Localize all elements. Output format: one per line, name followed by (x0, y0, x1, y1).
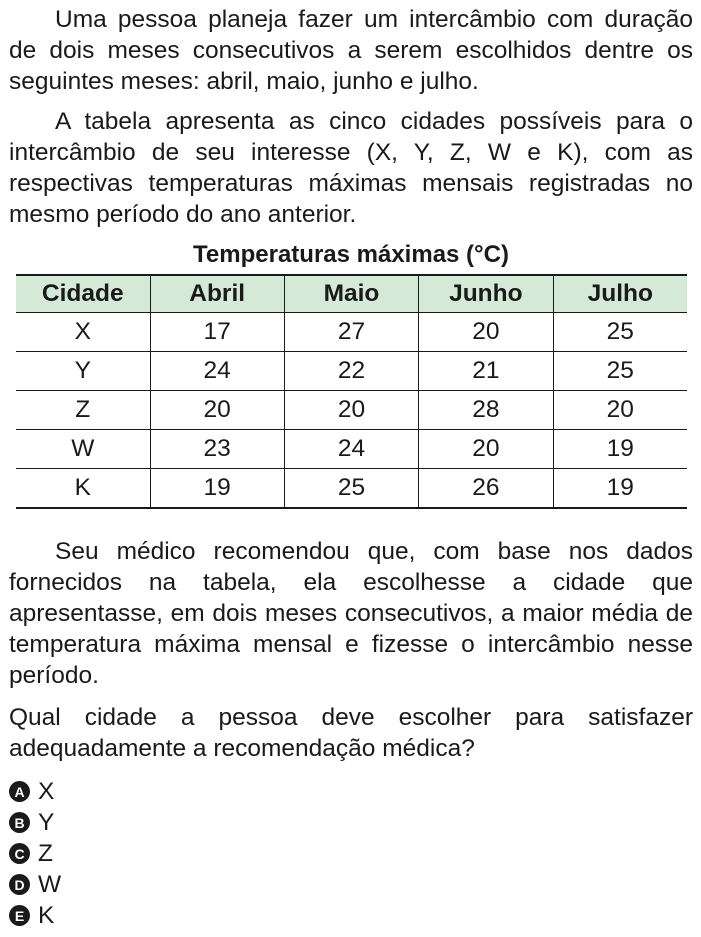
answer-option-c[interactable] (9, 838, 693, 869)
temperature-table (16, 274, 687, 509)
table-cell: X (16, 313, 150, 352)
table-cell: K (16, 469, 150, 509)
table-cell: 19 (553, 469, 687, 509)
table-cell: 25 (553, 313, 687, 352)
answer-option-a[interactable] (9, 776, 693, 807)
option-letter-badge: B (9, 812, 30, 833)
table-cell: 20 (150, 391, 284, 430)
table-title: Temperaturas máximas (°C) (193, 241, 509, 268)
table-cell: 22 (284, 352, 418, 391)
table-cell: 23 (150, 430, 284, 469)
table-cell: 20 (419, 313, 553, 352)
table-cell: 26 (419, 469, 553, 509)
table-row (16, 469, 687, 509)
table-cell: 19 (553, 430, 687, 469)
option-text: Y (38, 808, 55, 836)
table-header-row (16, 275, 687, 313)
table-cell: 24 (150, 352, 284, 391)
option-text: X (38, 777, 55, 805)
answer-option-e[interactable] (9, 900, 693, 931)
option-letter-badge: E (9, 905, 30, 926)
answer-option-b[interactable] (9, 807, 693, 838)
table-cell: 20 (284, 391, 418, 430)
table-cell: 25 (553, 352, 687, 391)
table-cell: 20 (419, 430, 553, 469)
table-row (16, 430, 687, 469)
table-cell: Z (16, 391, 150, 430)
option-letter-badge: A (9, 781, 30, 802)
question-text: Qual cidade a pessoa deve escolher para satisfazer adequadamente a recomendação médica? (9, 704, 693, 762)
table-cell: 17 (150, 313, 284, 352)
table-cell: 19 (150, 469, 284, 509)
recommendation-paragraph: Seu médico recomendou que, com base nos dados fornecidos na tabela, ela escolhesse a cidade que apresentasse, em dois meses consecutivos, a maior média de temperatura máxima mensal e fizesse o intercâmbio nesse período. (9, 538, 693, 689)
answer-options (9, 776, 693, 931)
table-row (16, 352, 687, 391)
table-cell: W (16, 430, 150, 469)
option-text: Z (38, 839, 53, 867)
table-cell: 27 (284, 313, 418, 352)
option-text: W (38, 870, 62, 898)
table-row (16, 313, 687, 352)
option-text: K (38, 901, 55, 929)
table-cell: 21 (419, 352, 553, 391)
option-letter-badge: C (9, 843, 30, 864)
table-cell: 24 (284, 430, 418, 469)
table-cell: 25 (284, 469, 418, 509)
table-cell: 20 (553, 391, 687, 430)
table-header-cell: Abril (150, 275, 284, 313)
option-letter-badge: D (9, 874, 30, 895)
intro-paragraph-1: Uma pessoa planeja fazer um intercâmbio com duração de dois meses consecutivos a serem escolhidos dentre os seguintes meses: abril, maio, junho e julho. (9, 6, 693, 95)
answer-option-d[interactable] (9, 869, 693, 900)
table-header-cell: Maio (284, 275, 418, 313)
table-cell: Y (16, 352, 150, 391)
table-header-cell: Julho (553, 275, 687, 313)
intro-paragraph-2: A tabela apresenta as cinco cidades possíveis para o intercâmbio de seu interesse (X, Y, Z, W e K), com as respectivas temperaturas máximas mensais registradas no mesmo período do ano anterior. (9, 108, 693, 228)
table-header-cell: Cidade (16, 275, 150, 313)
table-header-cell: Junho (419, 275, 553, 313)
table-cell: 28 (419, 391, 553, 430)
table-row (16, 391, 687, 430)
